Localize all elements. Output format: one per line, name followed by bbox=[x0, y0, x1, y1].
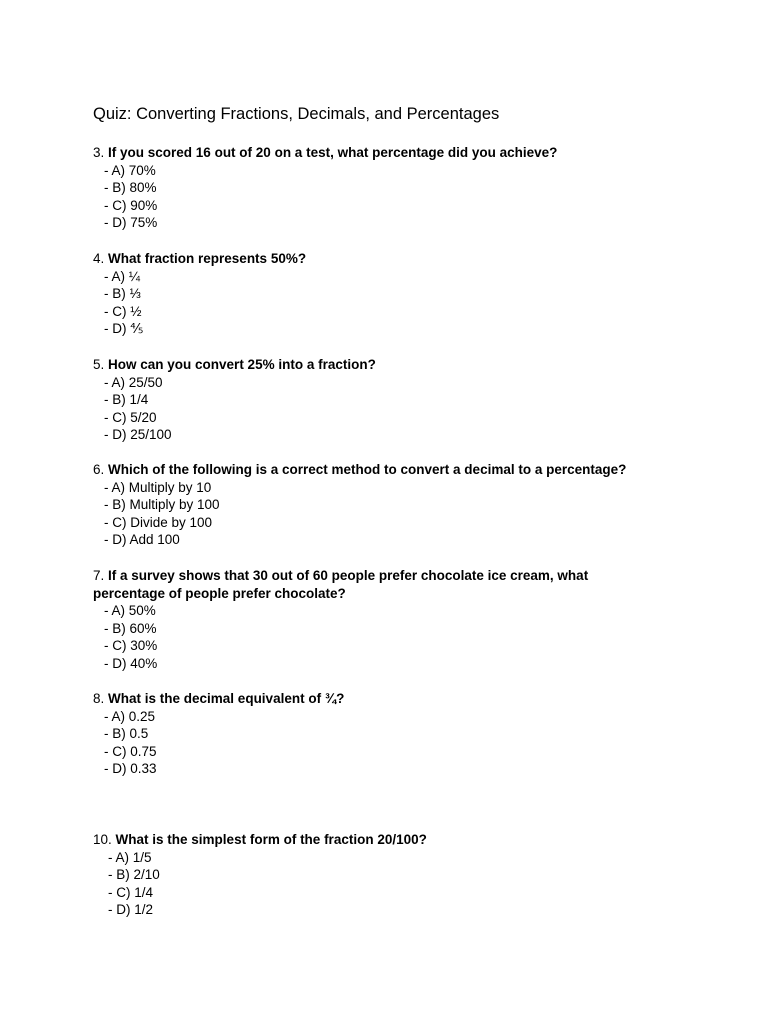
question-8 bbox=[93, 690, 693, 778]
option-a: - A) 70% bbox=[104, 162, 156, 178]
option-c: - C) ½ bbox=[104, 303, 142, 319]
question-3 bbox=[93, 144, 693, 232]
question-7 bbox=[93, 567, 693, 673]
question-4 bbox=[93, 250, 693, 338]
question-6-line-1 bbox=[93, 461, 693, 479]
option-d: - D) 25/100 bbox=[104, 427, 172, 443]
option-a: - A) 25/50 bbox=[104, 374, 163, 390]
option-d: - D) 1/2 bbox=[108, 902, 154, 918]
question-text: What fraction represents 50%? bbox=[108, 251, 307, 266]
option-b: - B) ⅓ bbox=[104, 286, 141, 302]
question-text: What is the decimal equivalent of ¾? bbox=[108, 691, 345, 706]
option-a: - A) ¼ bbox=[104, 268, 141, 284]
option-d: - D) 0.33 bbox=[104, 761, 157, 777]
question-number: 10. bbox=[93, 832, 112, 847]
option-d: - D) Add 100 bbox=[104, 532, 180, 548]
question-text: How can you convert 25% into a fraction? bbox=[108, 357, 376, 372]
question-text-continued: percentage of people prefer chocolate? bbox=[93, 585, 346, 601]
question-text: If you scored 16 out of 20 on a test, what percentage did you achieve? bbox=[108, 145, 558, 160]
question-10-line-1 bbox=[93, 831, 693, 849]
question-7-line-1 bbox=[93, 567, 693, 585]
question-10 bbox=[93, 831, 693, 919]
option-d: - D) 75% bbox=[104, 215, 158, 231]
option-c: - C) 0.75 bbox=[104, 743, 157, 759]
option-d: - D) 40% bbox=[104, 655, 158, 671]
quiz-title: Quiz: Converting Fractions, Decimals, and Percentages bbox=[93, 105, 500, 123]
question-3-line-1 bbox=[93, 144, 693, 162]
option-a: - A) 0.25 bbox=[104, 708, 156, 724]
option-c: - C) 5/20 bbox=[104, 409, 157, 425]
option-d: - D) ⅘ bbox=[104, 321, 144, 337]
option-a: - A) Multiply by 10 bbox=[104, 479, 212, 495]
option-c: - C) Divide by 100 bbox=[104, 514, 213, 530]
question-8-line-1 bbox=[93, 690, 693, 708]
question-number: 3. bbox=[93, 145, 105, 160]
question-number: 5. bbox=[93, 357, 105, 372]
question-text: What is the simplest form of the fraction 20/100? bbox=[115, 832, 427, 847]
option-b: - B) 60% bbox=[104, 620, 157, 636]
option-b: - B) 1/4 bbox=[104, 392, 149, 408]
question-text: If a survey shows that 30 out of 60 people prefer chocolate ice cream, what bbox=[108, 568, 589, 583]
option-b: - B) 80% bbox=[104, 180, 157, 196]
question-6 bbox=[93, 461, 693, 549]
question-number: 7. bbox=[93, 568, 105, 583]
question-number: 8. bbox=[93, 691, 105, 706]
option-c: - C) 90% bbox=[104, 197, 158, 213]
question-7-line-2 bbox=[93, 585, 693, 603]
option-a: - A) 50% bbox=[104, 603, 156, 619]
option-b: - B) Multiply by 100 bbox=[104, 497, 220, 513]
question-number: 6. bbox=[93, 462, 105, 477]
question-4-line-1 bbox=[93, 250, 693, 268]
question-5-line-1 bbox=[93, 356, 693, 374]
question-number: 4. bbox=[93, 251, 105, 266]
option-b: - B) 0.5 bbox=[104, 726, 149, 742]
option-c: - C) 1/4 bbox=[108, 884, 154, 900]
option-b: - B) 2/10 bbox=[108, 867, 160, 883]
question-5 bbox=[93, 356, 693, 444]
option-c: - C) 30% bbox=[104, 638, 158, 654]
option-a: - A) 1/5 bbox=[108, 849, 152, 865]
question-text: Which of the following is a correct method to convert a decimal to a percentage? bbox=[108, 462, 627, 477]
